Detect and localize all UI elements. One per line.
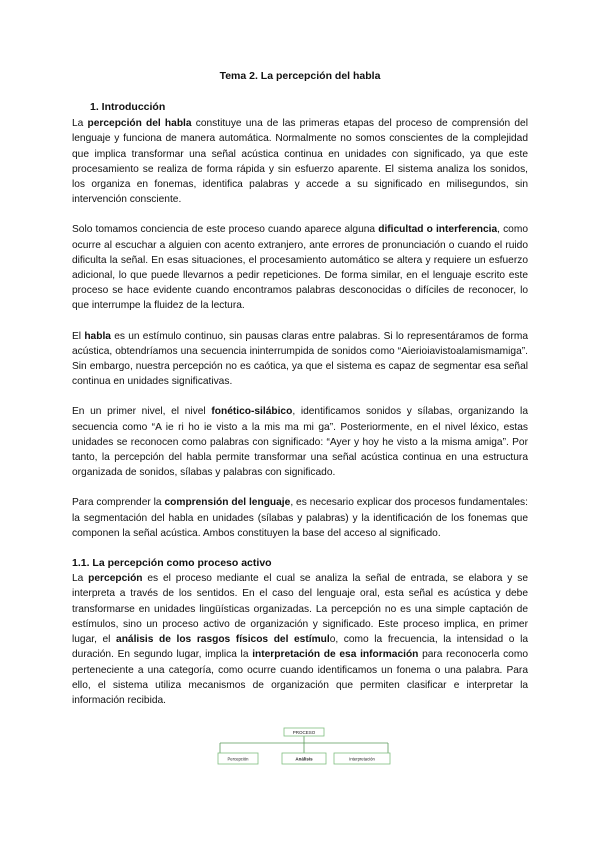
- process-diagram-svg: [216, 727, 392, 771]
- diagram-label-top: PROCESO: [292, 730, 316, 735]
- diagram-label-right: Interpretación: [349, 756, 375, 762]
- document-body: [72, 100, 528, 708]
- document-title: Tema 2. La percepción del habla: [219, 70, 381, 82]
- section-heading-introduccion: 1. Introducción: [90, 101, 166, 113]
- paragraph-intro: La percepción del habla constituye una de las primeras etapas del proceso de comprensión del lenguaje y funciona de manera automática. Normalmente no somos conscientes de la complejidad que implica transformar una señal acústica continua en unidades con significado, ya que este procesamiento se realiza de forma rápida y sin esfuerzo aparente. El sistema analiza los sonidos, los organiza en fonemas, identifica palabras y accede a su significado en milisegundos, sin intervención consciente.: [72, 118, 528, 206]
- paragraph-habla: El habla es un estímulo continuo, sin pausas claras entre palabras. Si lo representáramos de forma acústica, obtendríamos una secuencia ininterrumpida de sonidos como “Aierioiavistoalamismamiga”. Sin embargo, nuestra percepción no es caótica, ya que el sistema es capaz de segmentar esa señal continua en unidades significativas.: [72, 330, 528, 388]
- paragraph-comprension: Para comprender la comprensión del lenguaje, es necesario explicar dos procesos fundamentales: la segmentación del habla en unidades (sílabas y palabras) y la identificación de los fonemas que componen la señal acústica. Ambos constituyen la base del acceso al significado.: [72, 497, 528, 539]
- paragraph-dificultad: Solo tomamos conciencia de este proceso cuando aparece alguna dificultad o interferencia, como ocurre al escuchar a alguien con acento extranjero, ante errores de pronunciación o cuando el ruido dificulta la señal. En esas situaciones, el procesamiento automático se altera y requiere un esfuerzo adicional, lo que puede llevarnos a pedir repeticiones. De forma similar, en el lenguaje escrito este proceso se hace evidente cuando encontramos palabras desconocidas o difíciles de reconocer, lo que interrumpe la fluidez de la lectura.: [72, 224, 528, 312]
- process-diagram: [216, 727, 392, 771]
- paragraph-percepcion: La percepción es el proceso mediante el cual se analiza la señal de entrada, se elabora y se interpreta a través de los sentidos. En el caso del lenguaje oral, esta señal es acústica y debe transformarse en unidades lingüísticas organizadas. La percepción no es una simple captación de estímulos, sino un proceso activo de organización y significado. Este proceso implica, en primer lugar, el análisis de los rasgos físicos del estímulo, como la frecuencia, la intensidad o la duración. En segundo lugar, implica la interpretación de esa información para reconocerla como perteneciente a una categoría, como ocurre cuando identificamos un fonema o una palabra. Para ello, el sistema utiliza mecanismos de organización que permiten clasificar e interpretar la información recibida.: [72, 573, 529, 706]
- section-heading-percepcion-activa: 1.1. La percepción como proceso activo: [72, 557, 272, 570]
- paragraph-fonetico: En un primer nivel, el nivel fonético-silábico, identificamos sonidos y sílabas, organizando la secuencia como “A ie ri ho ie visto a la mis ma mi ga”. Posteriormente, en el nivel léxico, estas unidades se reconocen como palabras con significado: “Ayer y hoy he visto a la misma amiga”. Por tanto, la percepción del habla permite transformar una señal acústica continua en una estructura organizada de sonidos, sílabas y palabras con significado.: [72, 406, 528, 479]
- diagram-label-middle: Análisis: [295, 756, 313, 762]
- diagram-label-left: Percepción: [227, 756, 249, 762]
